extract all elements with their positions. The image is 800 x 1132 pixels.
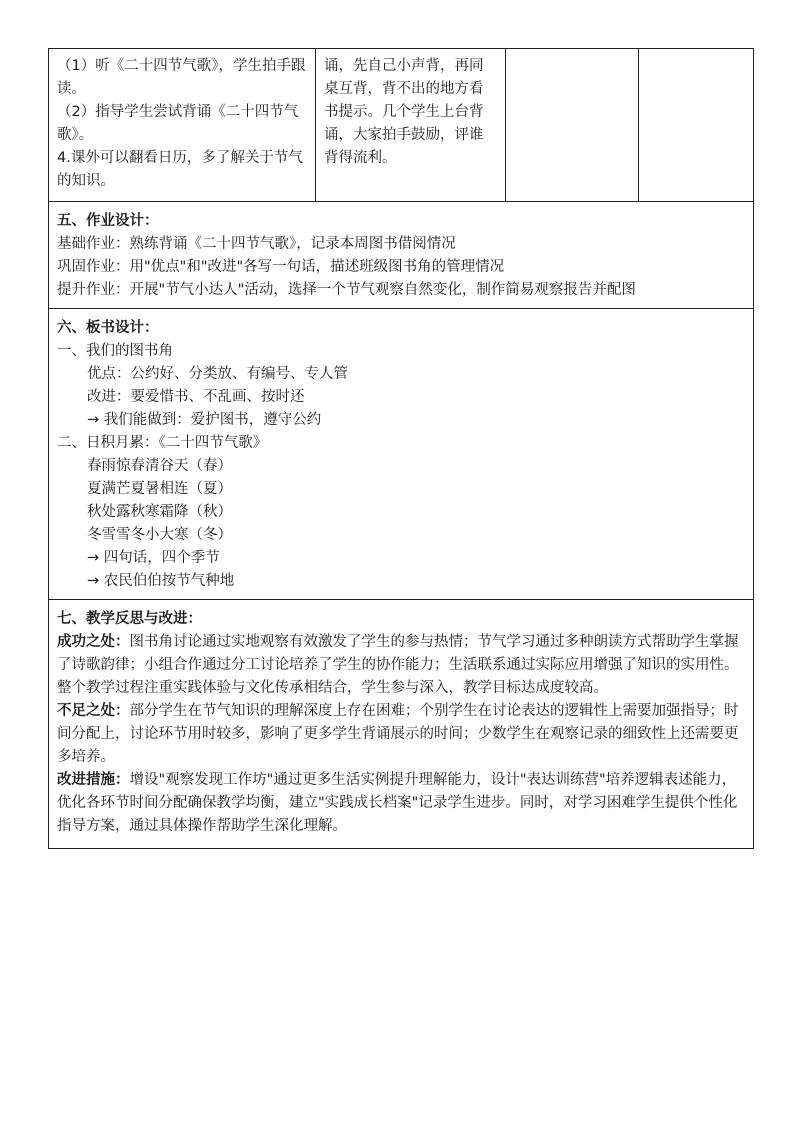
homework-cell bbox=[49, 202, 754, 309]
homework-line: 巩固作业：用"优点"和"改进"各写一句话，描述班级图书角的管理情况 bbox=[57, 259, 505, 275]
board-line: → 农民伯伯按节气种地 bbox=[87, 573, 235, 589]
activity-row bbox=[49, 49, 754, 202]
board-row bbox=[49, 309, 754, 600]
board-line: 优点：公约好、分类放、有编号、专人管 bbox=[87, 366, 348, 382]
empty-cell bbox=[506, 49, 639, 202]
weak-text: 部分学生在节气知识的理解深度上存在困难；个别学生在讨论表达的逻辑性上需要加强指导；时间分配上，讨论环节用时较多，影响了更多学生背诵展示的时间；少数学生在观察记录的细致性上还需要更多培养。 bbox=[57, 703, 739, 765]
success-paragraph bbox=[57, 631, 745, 700]
activity-line: （1）听《二十四节气歌》，学生拍手跟读。 bbox=[57, 58, 306, 97]
board-line: → 四句话，四个季节 bbox=[87, 550, 220, 566]
board-line: 春雨惊春清谷天（春） bbox=[87, 458, 232, 474]
board-heading: 二、日积月累：《二十四节气歌》 bbox=[57, 435, 268, 451]
activity-line: （2）指导学生尝试背诵《二十四节气歌》。 bbox=[57, 104, 299, 143]
homework-row bbox=[49, 202, 754, 309]
board-line: → 我们能做到：爱护图书，遵守公约 bbox=[87, 412, 322, 428]
homework-line: 提升作业：开展"节气小达人"活动，选择一个节气观察自然变化，制作简易观察报告并配图 bbox=[57, 282, 636, 298]
board-line: 夏满芒夏暑相连（夏） bbox=[87, 481, 232, 497]
board-title: 六、板书设计： bbox=[57, 320, 159, 336]
reflection-row bbox=[49, 600, 754, 849]
board-cell bbox=[49, 309, 754, 600]
weak-label: 不足之处： bbox=[57, 703, 130, 719]
reflection-cell bbox=[49, 600, 754, 849]
document-page bbox=[48, 48, 753, 849]
activity-line: 4.课外可以翻看日历，多了解关于节气的知识。 bbox=[57, 150, 303, 189]
board-line: 改进：要爱惜书、不乱画、按时还 bbox=[87, 389, 305, 405]
student-activity-text: 诵，先自己小声背，再同桌互背，背不出的地方看书提示。几个学生上台背诵，大家拍手鼓励，评谁背得流利。 bbox=[324, 58, 484, 166]
reflection-title: 七、教学反思与改进： bbox=[57, 611, 202, 627]
board-line: 秋处露秋寒霜降（秋） bbox=[87, 504, 232, 520]
student-activity-cell bbox=[316, 49, 506, 202]
lesson-plan-table bbox=[48, 48, 754, 849]
homework-line: 基础作业：熟练背诵《二十四节气歌》，记录本周图书借阅情况 bbox=[57, 236, 456, 252]
board-line: 冬雪雪冬小大寒（冬） bbox=[87, 527, 232, 543]
success-text: 图书角讨论通过实地观察有效激发了学生的参与热情；节气学习通过多种朗读方式帮助学生掌握了诗歌韵律；小组合作通过分工讨论培养了学生的协作能力；生活联系通过实际应用增强了知识的实用性。整个教学过程注重实践体验与文化传承相结合，学生参与深入，教学目标达成度较高。 bbox=[57, 634, 739, 696]
weak-paragraph bbox=[57, 700, 745, 769]
homework-title: 五、作业设计： bbox=[57, 213, 159, 229]
improve-text: 增设"观察发现工作坊"通过更多生活实例提升理解能力，设计"表达训练营"培养逻辑表述能力，优化各环节时间分配确保教学均衡，建立"实践成长档案"记录学生进步。同时，对学习困难学生提供个性化指导方案，通过具体操作帮助学生深化理解。 bbox=[57, 772, 738, 834]
activity-cell bbox=[49, 49, 316, 202]
board-heading: 一、我们的图书角 bbox=[57, 343, 173, 359]
empty-cell bbox=[639, 49, 754, 202]
improve-label: 改进措施： bbox=[57, 772, 130, 788]
improve-paragraph bbox=[57, 769, 745, 838]
success-label: 成功之处： bbox=[57, 634, 130, 650]
